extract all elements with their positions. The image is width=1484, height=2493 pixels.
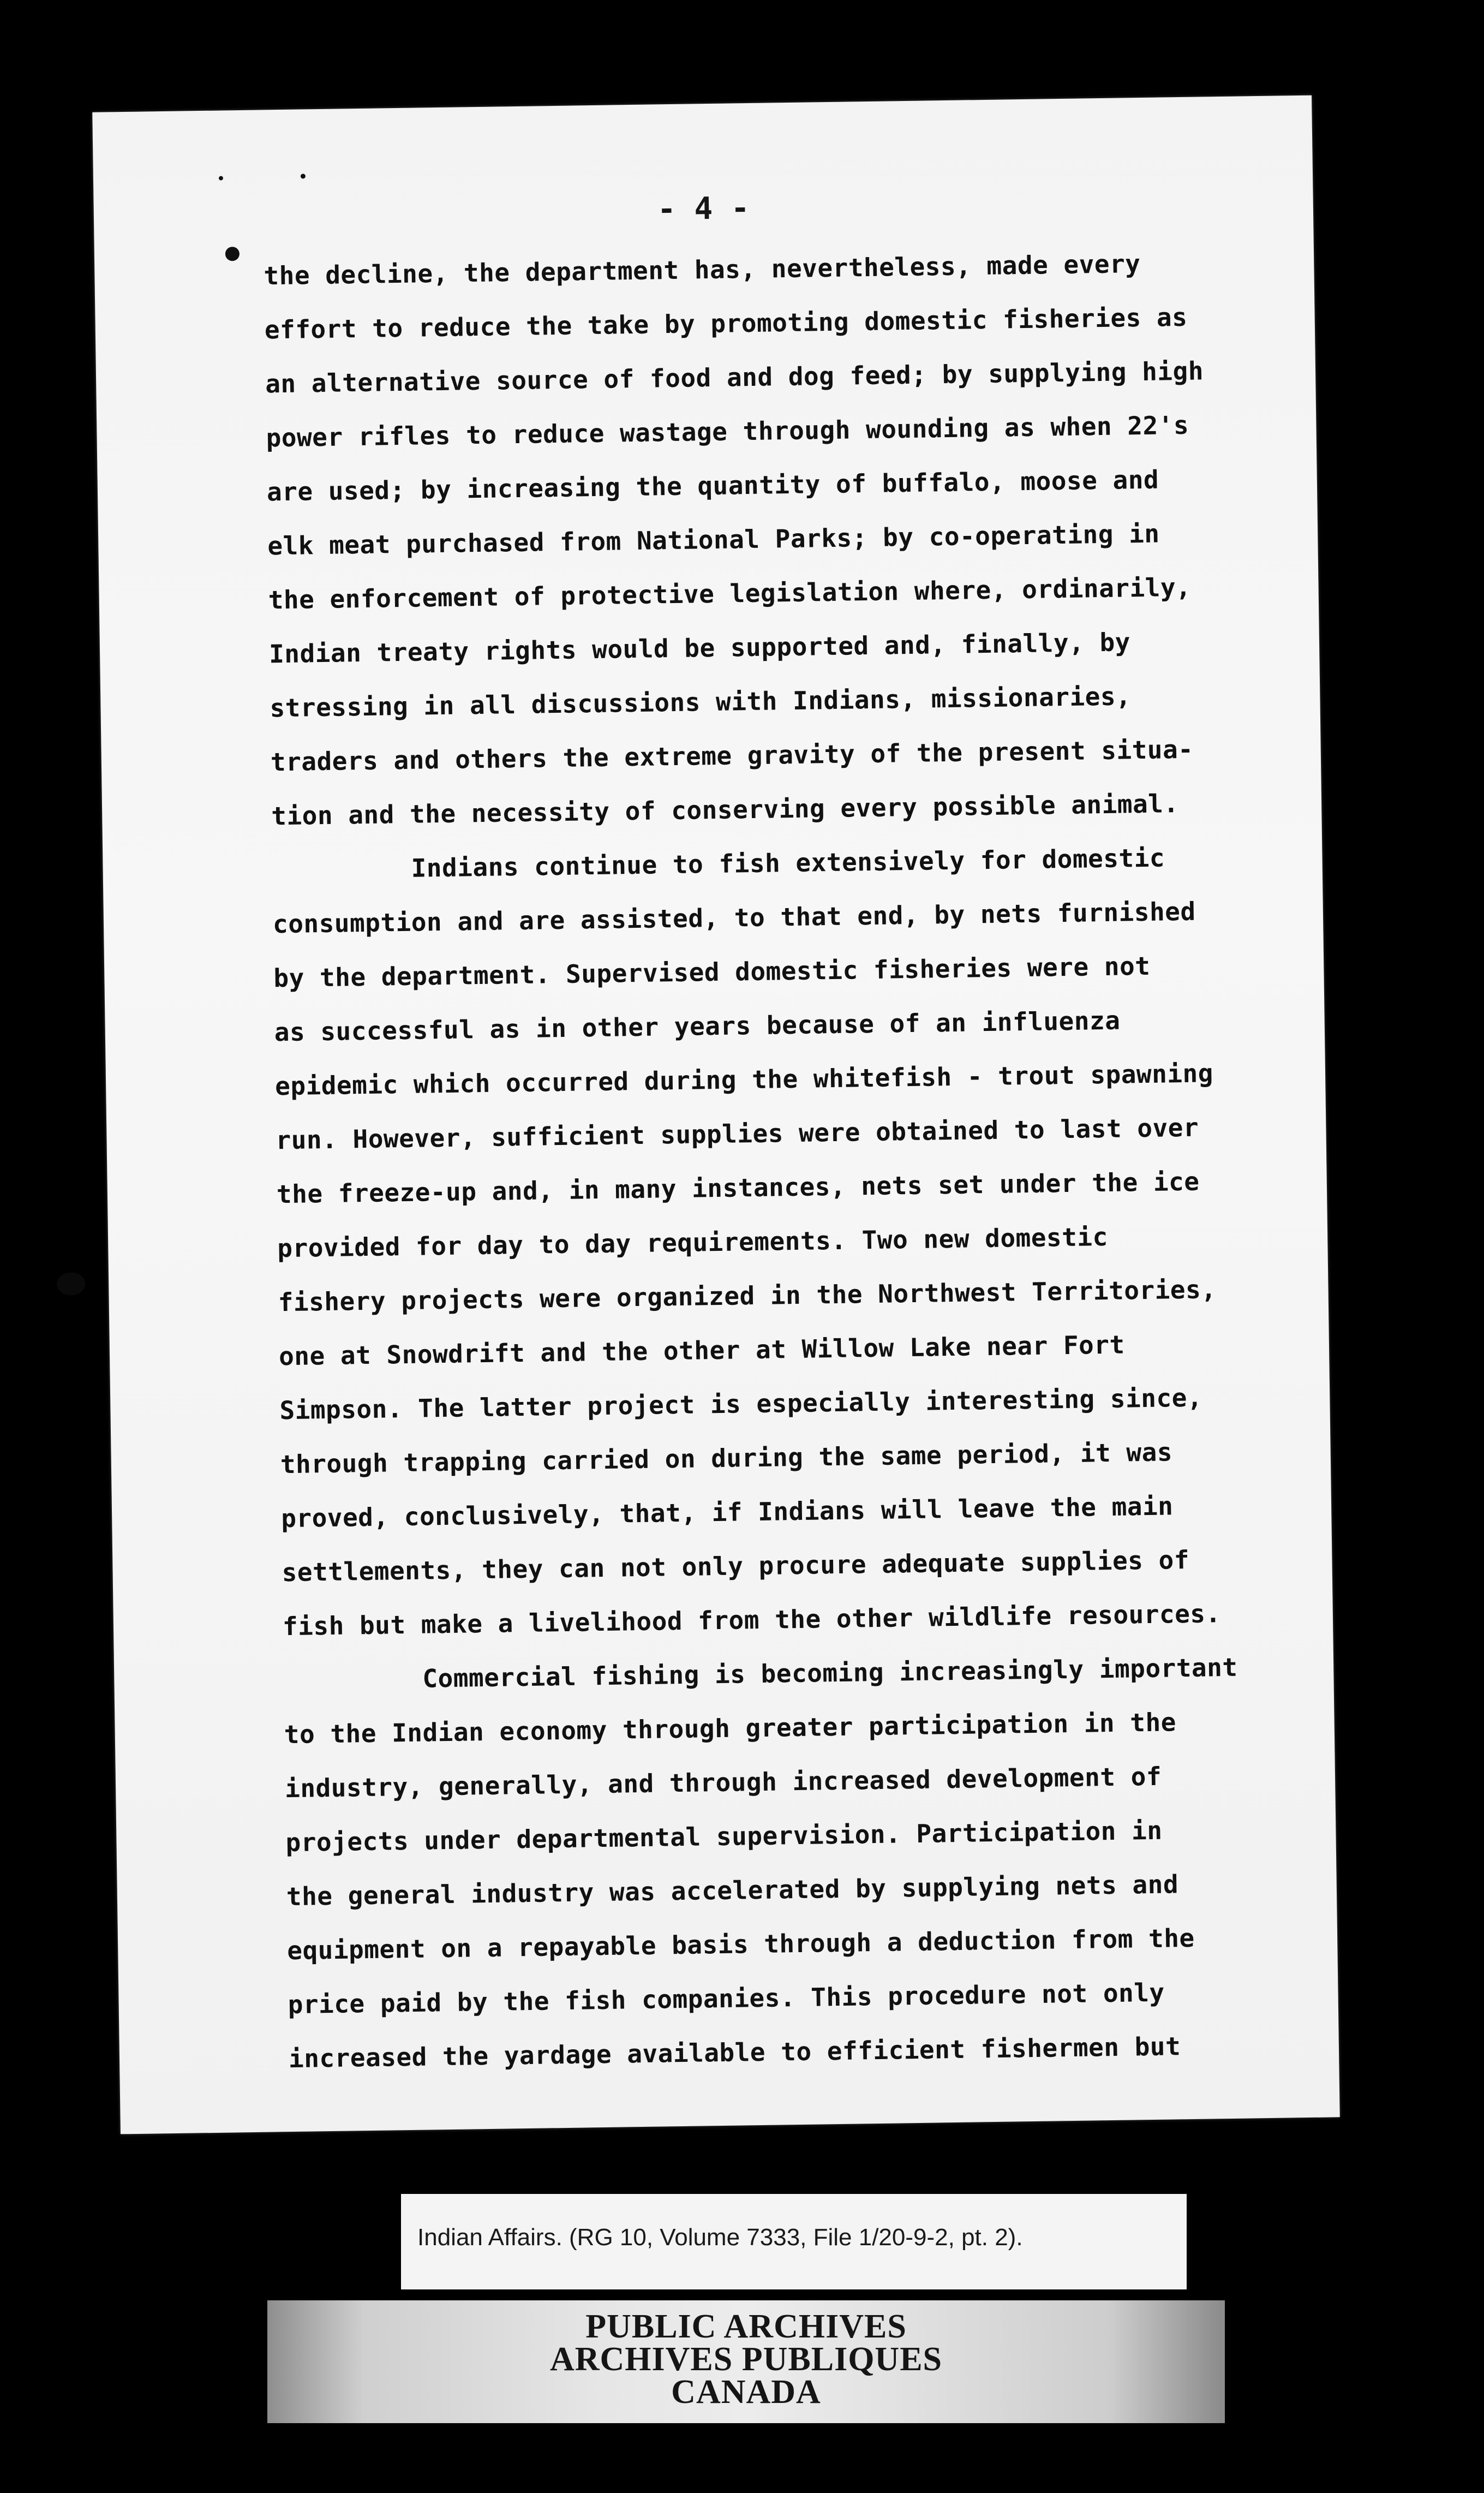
text-line: the freeze-up and, in many instances, nets set under the ice: [276, 1166, 1200, 1209]
text-line: epidemic which occurred during the whitefish - trout spawning: [274, 1058, 1214, 1101]
text-line: fish but make a livelihood from the other wildlife resources.: [282, 1599, 1222, 1642]
text-line: consumption and are assisted, to that end, by nets furnished: [272, 896, 1196, 939]
text-line: run. However, sufficient supplies were obtained to last over: [276, 1112, 1199, 1155]
archive-stamp: [267, 2300, 1225, 2423]
text-line: provided for day to day requirements. Two new domestic: [277, 1221, 1109, 1263]
archive-stamp-text: [267, 2308, 1225, 2411]
text-line: Simpson. The latter project is especially interesting since,: [279, 1382, 1203, 1426]
text-line: the general industry was accelerated by supplying nets and: [286, 1869, 1179, 1912]
stamp-line-3: CANADA: [671, 2373, 821, 2411]
text-line: by the department. Supervised domestic fisheries were not: [273, 951, 1151, 993]
text-line: elk meat purchased from National Parks; by co-operating in: [267, 518, 1160, 561]
text-line: projects under departmental supervision. Participation in: [285, 1815, 1163, 1858]
text-line: tion and the necessity of conserving every possible animal.: [271, 789, 1179, 831]
stamp-line-1: PUBLIC ARCHIVES: [585, 2308, 907, 2345]
text-line: Indians continue to fish extensively for domestic: [411, 843, 1165, 883]
text-line: one at Snowdrift and the other at Willow Lake near Fort: [278, 1329, 1126, 1371]
punch-hole: [57, 1272, 86, 1296]
text-line: industry, generally, and through increased development of: [284, 1761, 1162, 1804]
text-line: settlements, they can not only procure adequate supplies of: [282, 1544, 1190, 1588]
text-line: an alternative source of food and dog feed; by supplying high: [265, 356, 1204, 399]
text-line: stressing in all discussions with Indians, missionaries,: [270, 681, 1132, 723]
text-line: to the Indian economy through greater participation in the: [284, 1707, 1177, 1750]
text-line: price paid by the fish companies. This procedure not only: [288, 1977, 1165, 2020]
text-line: as successful as in other years because of an influenza: [274, 1005, 1121, 1047]
text-line: traders and others the extreme gravity of the present situa-: [270, 734, 1194, 777]
body-text: [264, 234, 1353, 2086]
text-line: Commercial fishing is becoming increasingly important: [422, 1652, 1238, 1693]
ink-speck: [301, 174, 306, 178]
caption-text: Indian Affairs. (RG 10, Volume 7333, File 1/20-9-2, pt. 2).: [417, 2224, 1023, 2251]
text-line: Indian treaty rights would be supported and, finally, by: [268, 627, 1131, 669]
text-line: the enforcement of protective legislation where, ordinarily,: [268, 572, 1192, 615]
text-line: effort to reduce the take by promoting domestic fisheries as: [264, 302, 1188, 345]
text-line: increased the yardage available to efficient fishermen but: [288, 2031, 1181, 2074]
text-line: proved, conclusively, that, if Indians will leave the main: [280, 1491, 1174, 1534]
ink-speck: [219, 176, 223, 180]
text-line: power rifles to reduce wastage through wounding as when 22's: [266, 410, 1189, 453]
stamp-line-2: ARCHIVES PUBLIQUES: [549, 2341, 943, 2378]
text-line: through trapping carried on during the same period, it was: [280, 1437, 1173, 1480]
caption-label: [401, 2194, 1187, 2289]
text-line: the decline, the department has, nevertheless, made every: [264, 248, 1141, 291]
text-line: equipment on a repayable basis through a deduction from the: [286, 1923, 1195, 1966]
page-number: - 4 -: [657, 190, 750, 228]
text-line: fishery projects were organized in the Northwest Territories,: [278, 1274, 1217, 1317]
ink-mark: [225, 247, 240, 261]
document-page: [92, 96, 1340, 2134]
text-line: are used; by increasing the quantity of buffalo, moose and: [266, 464, 1159, 507]
